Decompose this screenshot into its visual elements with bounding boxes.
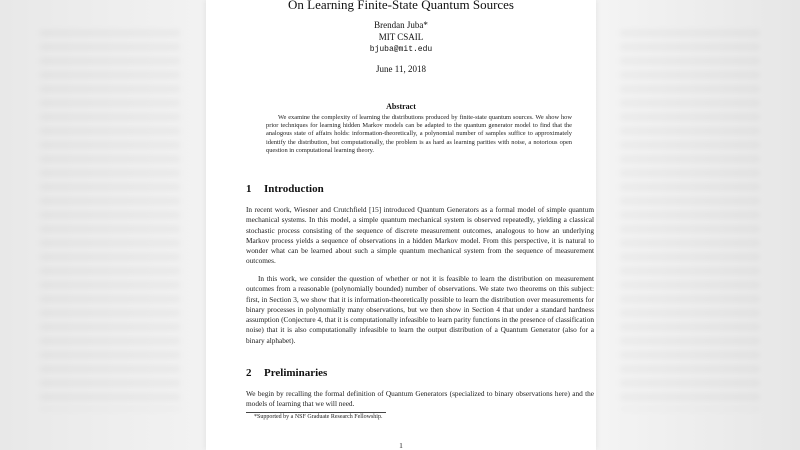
footnote: *Supported by a NSF Graduate Research Fellowship. [254, 414, 383, 420]
blurred-background-left [40, 30, 180, 410]
section-title: Preliminaries [264, 367, 328, 379]
section-title: Introduction [264, 183, 324, 195]
paper-date: June 11, 2018 [376, 64, 426, 74]
blurred-background-right [620, 30, 760, 410]
introduction-paragraph-1: In recent work, Wiesner and Crutchfield [15] introduced Quantum Generators as a formal model of simple quantum mechanical systems. In this model, a simple quantum mechanical system is observed repeatedly, yielding a classical stochastic process consisting of the sequence of discrete measurement outcomes, analogous to how an underlying Markov process yields a sequence of observations in a hidden Markov model. From this perspective, it is natural to wonder what can be learned about such a simple quantum mechanical system from the sequence of measurement outcomes. [246, 205, 594, 266]
section-number: 2 [246, 367, 252, 379]
footnote-rule [246, 412, 386, 413]
preliminaries-paragraph-1: We begin by recalling the formal definition of Quantum Generators (specialized to binary observations here) and the models of learning that we will need. [246, 389, 594, 409]
section-heading-preliminaries [246, 367, 327, 379]
abstract-heading: Abstract [386, 102, 416, 111]
abstract-text: We examine the complexity of learning the distributions produced by finite-state quantum sources. We show how prior techniques for learning hidden Markov models can be adapted to the quantum generator model to find that the analogous state of affairs holds: information-theoretically, a polynomial number of samples suffice to approximately identify the distribution, but computationally, the problem is as hard as learning parities with noise, a notorious open question in computational learning theory. [266, 114, 572, 154]
paper-page [206, 0, 596, 450]
section-number: 1 [246, 183, 252, 195]
page-number: 1 [399, 441, 403, 450]
section-heading-introduction [246, 183, 324, 195]
author-email: bjuba@mit.edu [369, 45, 433, 54]
introduction-paragraph-2: In this work, we consider the question of whether or not it is feasible to learn the distribution on measurement outcomes from a reasonable (polynomially bounded) number of observations. We state two theorems on this subject: first, in Section 3, we show that it is information-theoretically possible to learn the distribution over measurements for binary processes in polynomially many observations, but we then show in Section 4 that under a standard hardness assumption (Conjecture 4, that it is computationally infeasible to learn parity functions in the presence of classification noise) that it is also computationally infeasible to learn the output distribution of a Quantum Generator (also for a binary alphabet). [246, 274, 594, 345]
author-affiliation: MIT CSAIL [378, 32, 424, 42]
paper-title: On Learning Finite-State Quantum Sources [287, 0, 514, 12]
author-name: Brendan Juba* [374, 20, 428, 30]
